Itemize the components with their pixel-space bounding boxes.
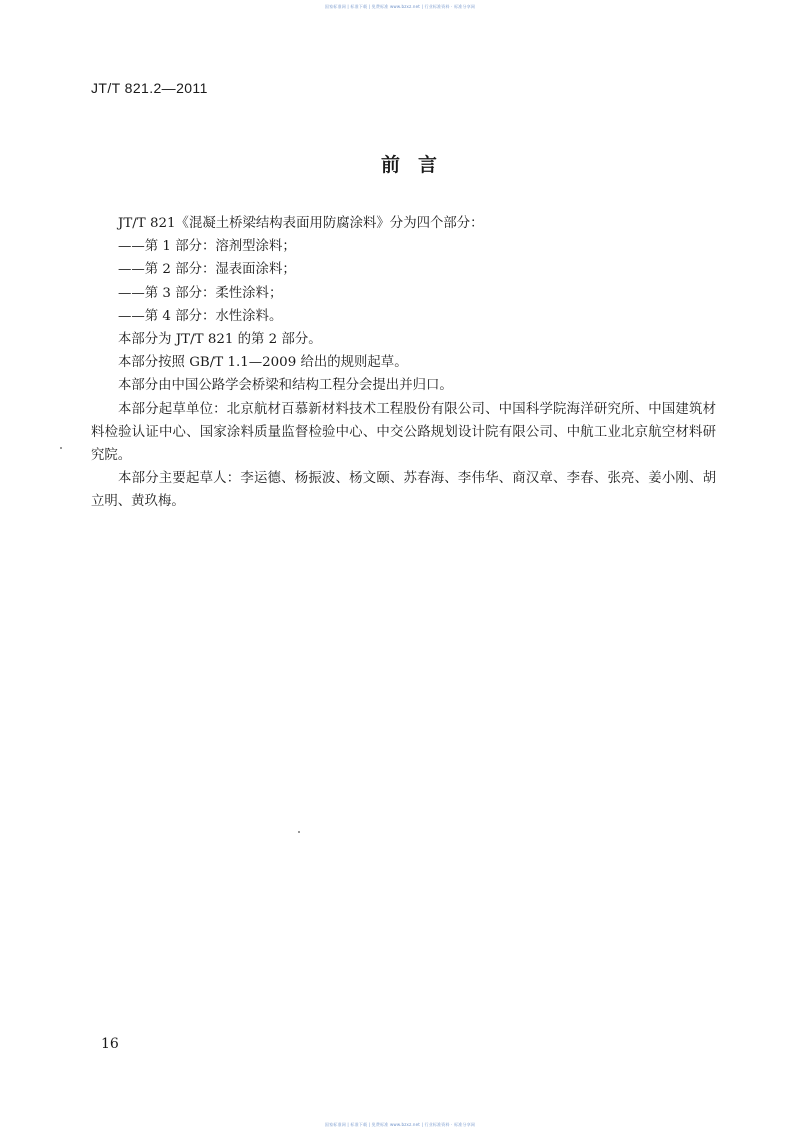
scan-speck — [60, 447, 62, 449]
proposer-paragraph: 本部分由中国公路学会桥梁和结构工程分会提出并归口。 — [118, 378, 453, 394]
watermark-top: 国家标准网 | 标准下载 | 免费标准 www.bzxz.net | 行业标准资料 · 标准分享网 — [324, 4, 476, 9]
intro-paragraph: JT/T 821《混凝土桥梁结构表面用防腐涂料》分为四个部分： — [118, 216, 484, 231]
watermark-bottom: 国家标准网 | 标准下载 | 免费标准 www.bzxz.net | 行业标准资料 · 标准分享网 — [324, 1122, 476, 1127]
part-list-item: ——第 3 部分：柔性涂料； — [118, 285, 283, 301]
foreword-body — [91, 212, 716, 514]
part-list-item: ——第 1 部分：溶剂型涂料； — [118, 239, 296, 255]
part-statement-paragraph: 本部分为 JT/T 821 的第 2 部分。 — [118, 332, 322, 348]
standard-number: JT/T 821.2—2011 — [91, 80, 208, 96]
part-list-item: ——第 2 部分：湿表面涂料； — [118, 262, 296, 278]
part-list-item: ——第 4 部分：水性涂料。 — [118, 308, 283, 324]
drafters-paragraph: 本部分主要起草人：李运德、杨振波、杨文颐、苏春海、李伟华、商汉章、李春、张亮、姜小刚、胡立明、黄玖梅。 — [91, 471, 716, 510]
page-number: 16 — [101, 1036, 119, 1052]
page-title: 前言 — [380, 154, 455, 176]
scan-speck — [298, 831, 300, 833]
drafting-units-paragraph: 本部分起草单位：北京航材百慕新材料技术工程股份有限公司、中国科学院海洋研究所、中国建筑材料检验认证中心、国家涂料质量监督检验中心、中交公路规划设计院有限公司、中航工业北京航空材料研究院。 — [91, 401, 716, 464]
drafting-rules-paragraph: 本部分按照 GB/T 1.1—2009 给出的规则起草。 — [118, 355, 408, 371]
